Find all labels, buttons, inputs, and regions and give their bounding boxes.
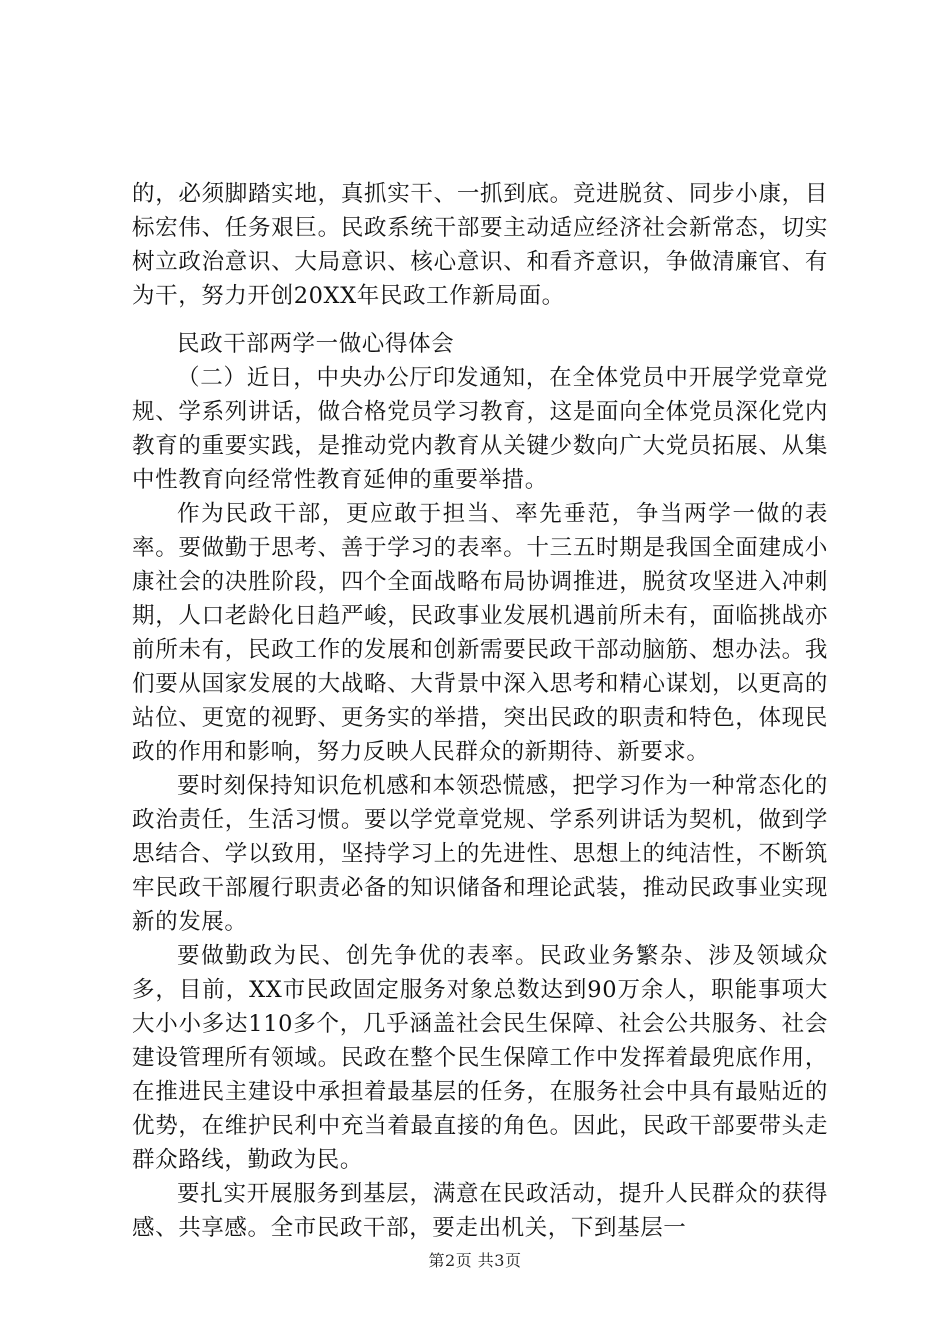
continued-paragraph: 的，必须脚踏实地，真抓实干、一抓到底。竞进脱贫、同步小康，目标宏伟、任务艰巨。民政系统干部要主动适应经济社会新常态，切实树立政治意识、大局意识、核心意识、和看齐意识，争做清廉官、有为干，努力开创20XX年民政工作新局面。 <box>132 181 828 309</box>
paragraph-3: 要时刻保持知识危机感和本领恐慌感，把学习作为一种常态化的政治责任，生活习惯。要以学党章党规、学系列讲话为契机，做到学思结合、学以致用，坚持学习上的先进性、思想上的纯洁性，不断筑牢民政干部履行职责必备的知识储备和理论武装，推动民政事业实现新的发展。 <box>132 773 828 935</box>
top-text-block <box>132 177 828 313</box>
paragraph-1: （二）近日，中央办公厅印发通知，在全体党员中开展学党章党规、学系列讲话，做合格党员学习教育，这是面向全体党员深化党内教育的重要实践，是推动党内教育从关键少数向广大党员拓展、从集中性教育向经常性教育延伸的重要举措。 <box>132 365 828 493</box>
paragraph-5: 要扎实开展服务到基层，满意在民政活动，提升人民群众的获得感、共享感。全市民政干部，要走出机关，下到基层一 <box>132 1181 828 1241</box>
paragraph-4: 要做勤政为民、创先争优的表率。民政业务繁杂、涉及领域众多，目前，XX市民政固定服务对象总数达到90万余人，职能事项大大小小多达110多个，几乎涵盖社会民生保障、社会公共服务、社会建设管理所有领域。民政在整个民生保障工作中发挥着最兜底作用，在推进民主建设中承担着最基层的任务，在服务社会中具有最贴近的优势，在维护民利中充当着最直接的角色。因此，民政干部要带头走群众路线，勤政为民。 <box>132 943 828 1173</box>
main-text-block <box>132 327 828 1245</box>
paragraph-2: 作为民政干部，更应敢于担当、率先垂范，争当两学一做的表率。要做勤于思考、善于学习的表率。十三五时期是我国全面建成小康社会的决胜阶段，四个全面战略布局协调推进，脱贫攻坚进入冲刺期，人口老龄化日趋严峻，民政事业发展机遇前所未有，面临挑战亦前所未有，民政工作的发展和创新需要民政干部动脑筋、想办法。我们要从国家发展的大战略、大背景中深入思考和精心谋划，以更高的站位、更宽的视野、更务实的举措，突出民政的职责和特色，体现民政的作用和影响，努力反映人民群众的新期待、新要求。 <box>132 501 828 765</box>
section-title: 民政干部两学一做心得体会 <box>177 331 455 357</box>
page-footer: 第2页 共3页 <box>428 1251 522 1270</box>
